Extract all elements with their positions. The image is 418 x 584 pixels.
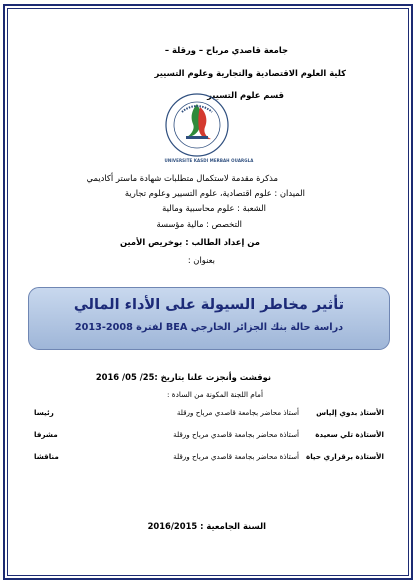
memo-purpose: مذكرة مقدمة لاستكمال متطلبات شهادة ماستر أكاديمي	[86, 173, 278, 183]
committee-row	[34, 430, 384, 443]
committee-name: الأستاذة برقراري حياة	[305, 452, 384, 461]
committee-row	[34, 452, 384, 465]
committee-role: مناقشا	[34, 452, 59, 461]
committee-label: أمام اللجنة المكونة من السادة :	[167, 390, 263, 399]
committee-rank: أستاذة محاضر بجامعة قاصدي مرباح ورقلة	[173, 452, 299, 461]
thesis-subtitle: دراسة حالة بنك الجزائر الخارجي BEA لفترة 2008-2013	[74, 322, 344, 333]
thesis-title: تأثير مخاطر السيولة على الأداء المالي	[73, 297, 345, 313]
committee-name: الأستاذة تلي سعيدة	[315, 430, 384, 439]
university-logo-icon	[162, 90, 232, 160]
committee-role: رئيسا	[34, 408, 54, 417]
committee-rank: أستاذ محاضر بجامعة قاصدي مرباح ورقلة	[176, 408, 299, 417]
memo-title-label: بعنوان :	[187, 255, 215, 265]
memo-student: من إعداد الطالب : بوخريص الأمين	[119, 237, 260, 247]
department-name: قسم علوم التسيير	[207, 90, 284, 100]
logo-caption: UNIVERSITE KASDI MERBAH OUARGLA	[164, 158, 254, 163]
defense-date: نوقشت وأنجزت علنا بتاريخ :25/ 05/ 2016	[95, 372, 271, 382]
academic-year: السنة الجامعية : 2016/2015	[147, 521, 266, 531]
thesis-title-box	[28, 287, 390, 350]
memo-field: الميدان : علوم اقتصادية، علوم التسيير وعلوم تجارية	[124, 188, 305, 198]
committee-rank: أستاذة محاضر بجامعة قاصدي مرباح ورقلة	[173, 430, 299, 439]
committee-role: مشرفا	[34, 430, 58, 439]
committee-name: الأستاذ بدوي إلياس	[316, 408, 384, 417]
memo-branch: الشعبة : علوم محاسبية ومالية	[162, 203, 266, 213]
committee-row	[34, 408, 384, 421]
university-name: جامعة قاصدي مرباح – ورقلة –	[164, 45, 288, 55]
faculty-name: كلية العلوم الاقتصادية والتجارية وعلوم التسيير	[154, 68, 346, 78]
memo-specialty: التخصص : مالية مؤسسة	[156, 219, 242, 229]
